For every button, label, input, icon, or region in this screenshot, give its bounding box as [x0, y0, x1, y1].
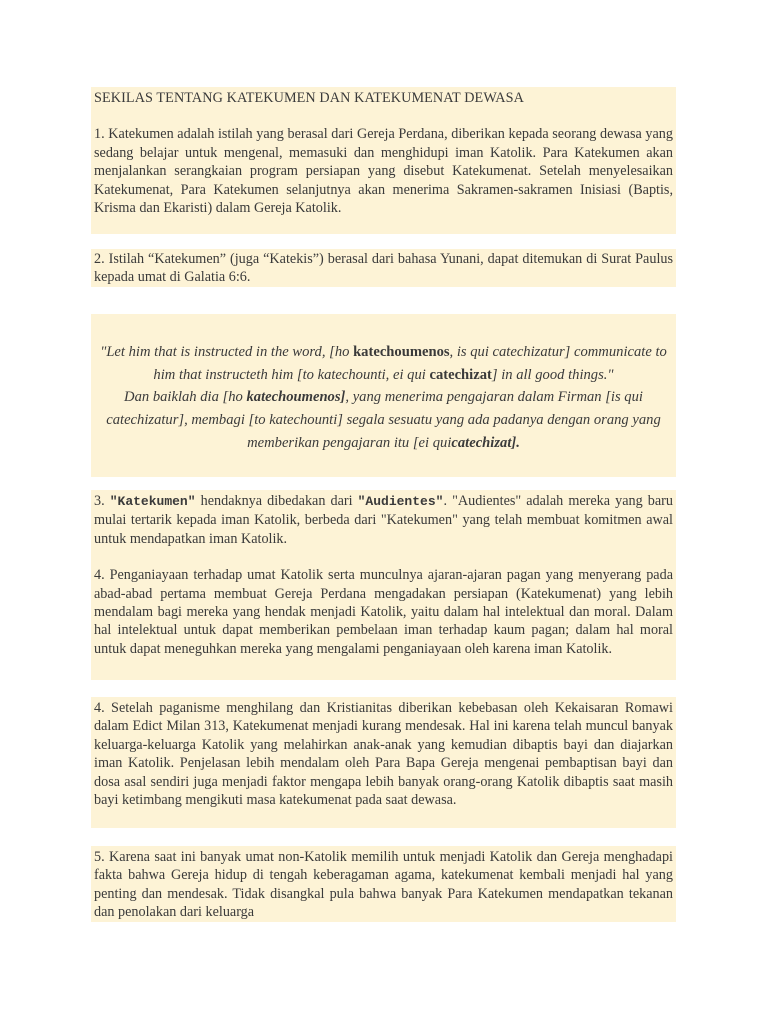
quote-id-text-1: Dan baiklah dia [ho	[124, 389, 247, 406]
paragraph-2: 2. Istilah “Katekumen” (juga “Katekis”) berasal dari bahasa Yunani, dapat ditemukan di Surat Paulus kepada umat di Galatia 6:6.	[94, 251, 673, 286]
quote-english	[91, 341, 676, 386]
p3-number: 3.	[94, 493, 110, 509]
paragraph-1: 1. Katekumen adalah istilah yang berasal dari Gereja Perdana, diberikan kepada seorang dewasa yang sedang belajar untuk mengenal, memasuki dan menghidupi iman Katolik. Para Katekumen akan menjalankan serangkaian program persiapan yang disebut Katekumenat. Setelah menyelesaikan Katekumenat, Para Katekumen selanjutnya akan menerima Sakramen-sakramen Inisiasi (Baptis, Krisma dan Ekaristi) dalam Gereja Katolik.	[94, 126, 673, 217]
quote-id-text-2: , yang menerima pengajaran dalam Firman [is qui catechizatur], membagi [to katechounti] segala sesuatu yang ada padanya dengan orang yang memberikan pengajaran itu [ei qui	[106, 389, 661, 451]
quote-en-text-2: , is qui catechizatur] communicate to him that instructeth him [to katechounti, ei qui	[153, 344, 667, 383]
quote-en-text-3: ] in all good things."	[491, 366, 614, 383]
quote-id-bold-2: catechizat].	[451, 434, 520, 451]
paragraph-5: 4. Setelah paganisme menghilang dan Kristianitas diberikan kebebasan oleh Kekaisaran Romawi dalam Edict Milan 313, Katekumenat menjadi kurang mendesak. Hal ini karena telah muncul banyak keluarga-keluarga Katolik yang melahirkan anak-anak yang kemudian dibaptis bayi dan diajarkan iman Katolik. Penjelasan lebih mendalam oleh Para Bapa Gereja mengenai pembaptisan bayi dan dosa asal sendiri juga menjadi faktor mengapa lebih banyak orang-orang Katolik dibaptis saat masih bayi ketimbang mengikuti masa katekumenat pada saat dewasa.	[94, 700, 673, 809]
p3-text-1: hendaknya dibedakan dari	[195, 493, 358, 509]
quote-en-text-1: "Let him that is instructed in the word, [ho	[100, 344, 354, 360]
quote-en-bold-1: katechoumenos	[353, 344, 450, 360]
quote-indonesian	[91, 386, 676, 454]
p3-katekumen: "Katekumen"	[109, 494, 196, 509]
quote-id-bold-1: katechoumenos]	[246, 389, 346, 406]
p3-audientes: "Audientes"	[357, 494, 444, 509]
intro-block	[91, 87, 676, 234]
quote-en-bold-2: catechizat	[429, 366, 492, 383]
quote-block	[91, 314, 676, 477]
paragraphs-3-4-block	[91, 490, 676, 680]
paragraph-5-block	[91, 697, 676, 828]
paragraph-3	[91, 492, 676, 548]
p3-text-2: . "Audientes" adalah mereka yang baru mulai tertarik kepada iman Katolik, berbeda dari "Katekumen" yang telah membuat komitmen awal untuk mendapatkan iman Katolik.	[94, 493, 673, 547]
paragraph-4: 4. Penganiayaan terhadap umat Katolik serta munculnya ajaran-ajaran pagan yang menyerang pada abad-abad pertama membuat Gereja Perdana mengadakan persiapan (Katekumenat) yang lebih mendalam bagi mereka yang hendak menjadi Katolik, yaitu dalam hal intelektual dan moral. Dalam hal intelektual untuk dapat memberikan pembelaan iman terhadap kaum pagan; dalam hal moral untuk dapat meneguhkan mereka yang mengalami penganiayaan oleh karena iman Katolik.	[94, 567, 673, 657]
paragraph-2-block	[91, 249, 676, 287]
document-title: SEKILAS TENTANG KATEKUMEN DAN KATEKUMENAT DEWASA	[94, 90, 524, 106]
paragraph-6-block	[91, 846, 676, 922]
paragraph-6: 5. Karena saat ini banyak umat non-Katolik memilih untuk menjadi Katolik dan Gereja menghadapi fakta bahwa Gereja hidup di tengah keberagaman agama, katekumenat kembali menjadi hal yang penting dan mendesak. Tidak disangkal pula bahwa banyak Para Katekumen mendapatkan tekanan dan penolakan dari keluarga	[94, 849, 673, 921]
